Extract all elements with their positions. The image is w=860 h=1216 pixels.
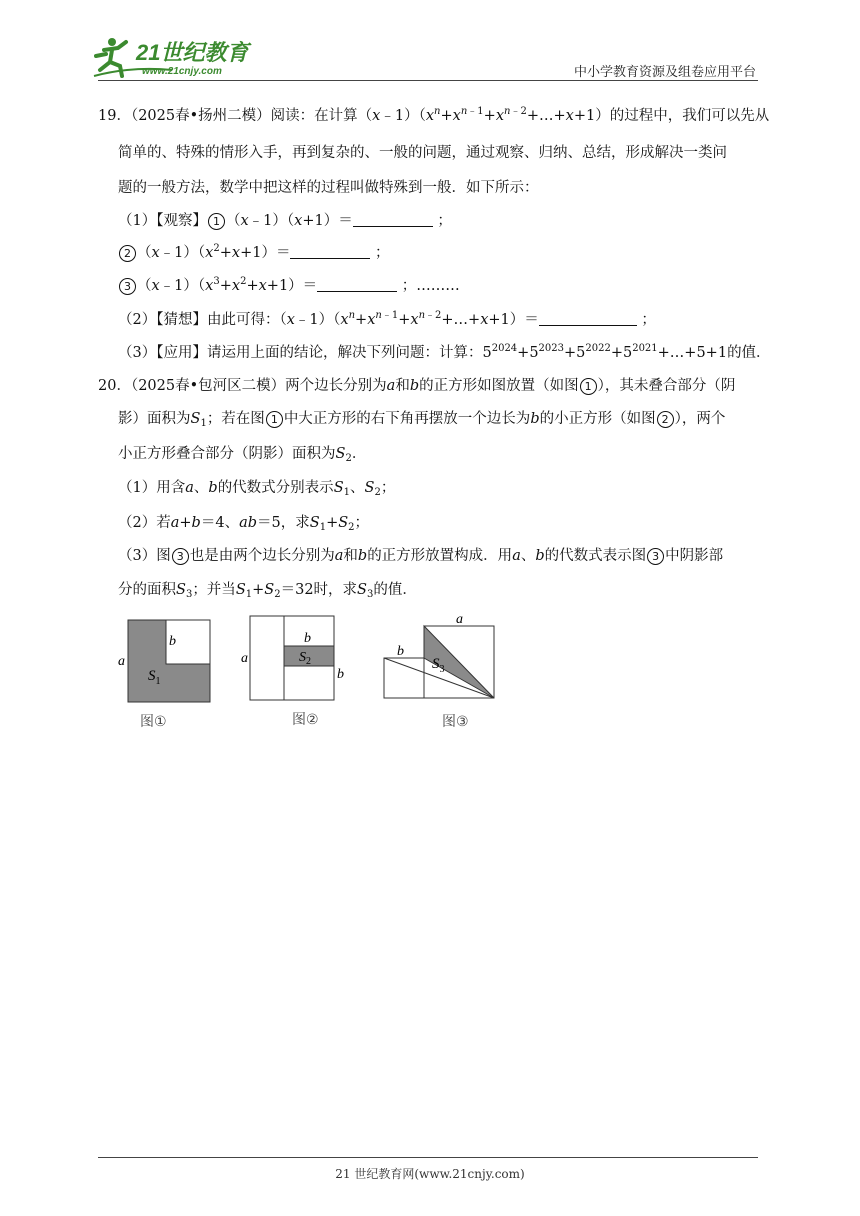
header-divider — [98, 80, 758, 81]
answer-blank[interactable] — [353, 212, 433, 227]
q19-line-3: 题的一般方法，数学中把这样的过程叫做特殊到一般．如下所示： — [118, 180, 539, 196]
q19-observe-2: 2 $(x﹣1)(x^2+x+1)=$ ； — [118, 243, 390, 263]
fig3-label-a: a — [456, 612, 463, 627]
q19-number: 19． — [98, 108, 131, 124]
q19-apply: （3）【应用】请运用上面的结论，解决下列问题：计算：$5^{2024}+5^{2023}+5^{2022}+5^{2021}+\dots+5+1$的值． — [118, 343, 771, 361]
site-logo — [92, 36, 262, 80]
fig3-small-square — [384, 658, 424, 698]
q20-line-1: 20．（2025春•包河区二模）两个边长分别为a和b的正方形如图放置（如图 1 ），其未叠合部分（阴 — [98, 378, 736, 394]
fig2-label-b-right: b — [337, 667, 344, 682]
fig1-caption: 图① — [140, 714, 167, 730]
fig3-label-s3: $S_3$ — [432, 656, 445, 675]
fig1-label-b: b — [169, 634, 176, 649]
figure-3 — [384, 612, 494, 730]
q20-sub-3-line-1: （3）图 3 也是由两个边长分别为a和b的正方形放置构成．用a、b的代数式表示图 3 中阴影部 — [118, 548, 724, 564]
fig3-label-b: b — [397, 644, 404, 659]
q19-line-2: 简单的、特殊的情形入手，再到复杂的、一般的问题，通过观察、归纳、总结，形成解决一类问 — [118, 145, 727, 161]
q20-sub-2: （2）若a+b＝4、ab＝5，求$S_1+S_2$； — [118, 515, 370, 533]
q20-line-2: 影）面积为$S_1$；若在图 1 中大正方形的右下角再摆放一个边长为b的小正方形（如图 2 ），两个 — [118, 411, 726, 429]
fig3-caption: 图③ — [442, 714, 469, 730]
q20-figures — [110, 612, 510, 732]
q20-sub-1: （1）用含a、b的代数式分别表示$S_1$、$S_2$； — [118, 480, 396, 498]
fig1-label-a: a — [118, 654, 125, 669]
fig2-label-a: a — [241, 651, 248, 666]
fig1-label-s1: $S_1$ — [148, 668, 161, 687]
logo-url: www.21cnjy.com — [142, 66, 222, 77]
figure-1 — [118, 620, 210, 730]
answer-blank[interactable] — [539, 311, 637, 326]
footer-divider — [98, 1157, 758, 1158]
q19-observe-1: （1）【观察】 1 （x﹣1）（x+1）＝ ； — [118, 213, 452, 229]
q19-source: （2025春•扬州二模） — [130, 108, 271, 124]
answer-blank[interactable] — [290, 244, 370, 259]
footer-text: 21 世纪教育网(www.21cnjy.com) — [335, 1167, 525, 1181]
figure-2 — [241, 616, 344, 728]
q19-observe-3: 3 $(x﹣1)(x^3+x^2+x+1)=$ ；……… — [118, 276, 460, 296]
fig2-label-b-top: b — [304, 631, 311, 646]
header-platform-text: 中小学教育资源及组卷应用平台 — [573, 65, 756, 80]
answer-blank[interactable] — [317, 277, 397, 292]
q20-source: （2025春•包河区二模） — [130, 378, 286, 394]
q20-sub-3-line-2: 分的面积$S_3$；并当$S_1+S_2=32$时，求$S_3$的值． — [118, 582, 417, 600]
fig2-label-s2: $S_2$ — [299, 650, 311, 667]
q19-guess: （2）【猜想】由此可得：$(x﹣1)(x^n+x^{n﹣1}+x^{n﹣2}+\dots+x+1)=$ ； — [118, 310, 656, 328]
logo-text: 21世纪教育 — [136, 40, 249, 65]
fig2-caption: 图② — [292, 712, 319, 728]
page-header — [0, 0, 860, 86]
q20-line-3: 小正方形叠合部分（阴影）面积为$S_2$． — [118, 446, 367, 464]
q20-number: 20． — [98, 378, 131, 394]
q19-line-1: 19．（2025春•扬州二模）阅读：在计算$(x﹣1)(x^n+x^{n﹣1}+x^{n﹣2}+\dots+x+1)$的过程中，我们可以先从 — [98, 106, 770, 124]
